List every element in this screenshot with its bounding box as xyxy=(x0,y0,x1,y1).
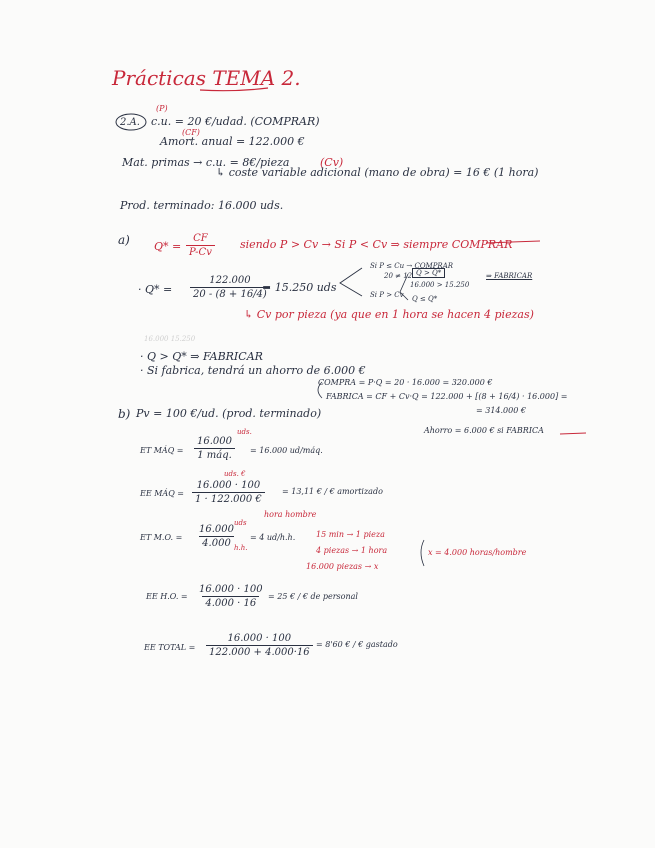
fabrica-result: = 314.000 € xyxy=(476,406,526,415)
formula-denominator: P-Cv xyxy=(186,245,215,258)
ee-maq-lhs: EE MÁQ = xyxy=(140,489,184,498)
ahorro-result: Ahorro = 6.000 € si FABRICA xyxy=(424,426,544,435)
q-star-result: = 15.250 uds xyxy=(262,281,337,294)
amort-line: Amort. anual = 122.000 € xyxy=(160,135,305,148)
branch-brace xyxy=(340,268,362,296)
et-maq-denominator: 1 máq. xyxy=(194,448,235,461)
ee-mo-numerator: 16.000 · 100 xyxy=(199,584,263,595)
fabrica-line: FABRICA = CF + Cv·Q = 122.000 + [(8 + 16/4) · 16.000] = xyxy=(326,392,568,401)
hora-hombre-note: hora hombre xyxy=(264,510,317,519)
variable-cost-line: ↳ coste variable adicional (mano de obra) = 16 € (1 hora) xyxy=(216,166,539,179)
ee-maq-result: = 13,11 € / € amortizado xyxy=(282,487,383,496)
cu-line: c.u. = 20 €/udad. (COMPRAR) xyxy=(151,115,320,128)
q-star-fraction xyxy=(190,275,270,300)
ee-maq-numerator: 16.000 · 100 xyxy=(196,480,261,491)
et-mo-lhs: ET M.O. = xyxy=(140,533,183,542)
part-a-label: a) xyxy=(118,233,130,247)
compra-line: COMPRA = P·Q = 20 · 16.000 = 320.000 € xyxy=(318,378,493,387)
faint-numbers: 16.000 15.250 xyxy=(144,335,196,343)
exercise-label: 2.A. xyxy=(120,117,140,128)
et-maq-unit: uds. xyxy=(237,428,252,436)
et-mo-numerator: 16.000 xyxy=(199,524,234,535)
ee-maq-fraction xyxy=(192,480,265,505)
ee-mo-lhs: EE H.O. = xyxy=(146,592,188,601)
ee-total-denominator: 122.000 + 4.000·16 xyxy=(206,645,313,658)
et-maq-result: = 16.000 ud/máq. xyxy=(250,446,323,455)
q-star-numerator: 122.000 xyxy=(209,275,251,286)
ee-total-result: = 8'60 € / € gastado xyxy=(316,640,398,649)
et-maq-numerator: 16.000 xyxy=(197,436,232,447)
conclusion-fabricar: · Q > Q* ⇒ FABRICAR xyxy=(140,350,263,363)
branch-inequality: 20 ≠ 12 xyxy=(384,272,413,280)
formula-lhs: Q* = xyxy=(154,240,182,253)
page-title: Prácticas TEMA 2. xyxy=(112,66,301,90)
ee-total-fraction xyxy=(206,633,313,658)
formula-numerator: CF xyxy=(193,233,208,244)
ee-maq-denominator: 1 · 122.000 € xyxy=(192,492,265,505)
ee-mo-result: = 25 € / € de personal xyxy=(268,592,358,601)
rule-brace xyxy=(421,540,424,566)
pv-line: Pv = 100 €/ud. (prod. terminado) xyxy=(136,407,322,420)
branch-compare: Si P ≤ Cu → COMPRAR xyxy=(370,262,454,270)
cv-tag: (Cv) xyxy=(320,156,344,169)
et-mo-denominator: 4.000 xyxy=(199,536,234,549)
branch-box-sub: 16.000 > 15.250 xyxy=(410,281,470,289)
branch-fabricar: ⇒ FABRICAR xyxy=(486,272,533,280)
cf-tag: (CF) xyxy=(182,128,200,137)
ee-mo-fraction xyxy=(196,584,266,609)
materials-line: Mat. primas → c.u. = 8€/pieza xyxy=(122,156,290,169)
rule-line-3: 16.000 piezas → x xyxy=(306,562,379,571)
branch-box: Q > Q* xyxy=(412,268,445,278)
rule-result: x = 4.000 horas/hombre xyxy=(428,548,527,557)
breakeven-formula xyxy=(186,233,215,258)
ee-total-lhs: EE TOTAL = xyxy=(144,643,196,652)
rule-line-1: 15 min → 1 pieza xyxy=(316,530,385,539)
siendo-note: siendo P > Cv → Si P < Cv ⇒ siempre COMPRAR xyxy=(240,238,513,251)
cv-note: ↳ Cv por pieza (ya que en 1 hora se hacen 4 piezas) xyxy=(244,308,534,321)
rule-line-2: 4 piezas → 1 hora xyxy=(316,546,388,555)
q-star-lhs: · Q* = xyxy=(138,283,173,296)
ee-maq-unit: uds. € xyxy=(224,470,246,478)
fabrica-underline xyxy=(560,433,586,434)
et-mo-fraction xyxy=(196,524,237,549)
price-tag: (P) xyxy=(156,104,168,113)
ee-mo-denominator: 4.000 · 16 xyxy=(202,596,259,609)
branch-q-less: Q ≤ Q* xyxy=(412,295,438,303)
et-maq-lhs: ET MÁQ = xyxy=(140,446,184,455)
et-mo-den-unit: h.h. xyxy=(234,544,248,552)
et-maq-fraction xyxy=(194,436,235,461)
q-star-denominator: 20 - (8 + 16/4) xyxy=(190,287,270,300)
production-line: Prod. terminado: 16.000 uds. xyxy=(120,199,284,212)
conclusion-ahorro: · Si fabrica, tendrá un ahorro de 6.000 € xyxy=(140,364,366,377)
et-mo-result: = 4 ud/h.h. xyxy=(250,533,296,542)
part-b-label: b) xyxy=(118,407,131,421)
branch-p-greater: Si P > Cv xyxy=(370,291,404,299)
et-mo-unit: uds xyxy=(234,519,247,527)
ee-total-numerator: 16.000 · 100 xyxy=(227,633,292,644)
